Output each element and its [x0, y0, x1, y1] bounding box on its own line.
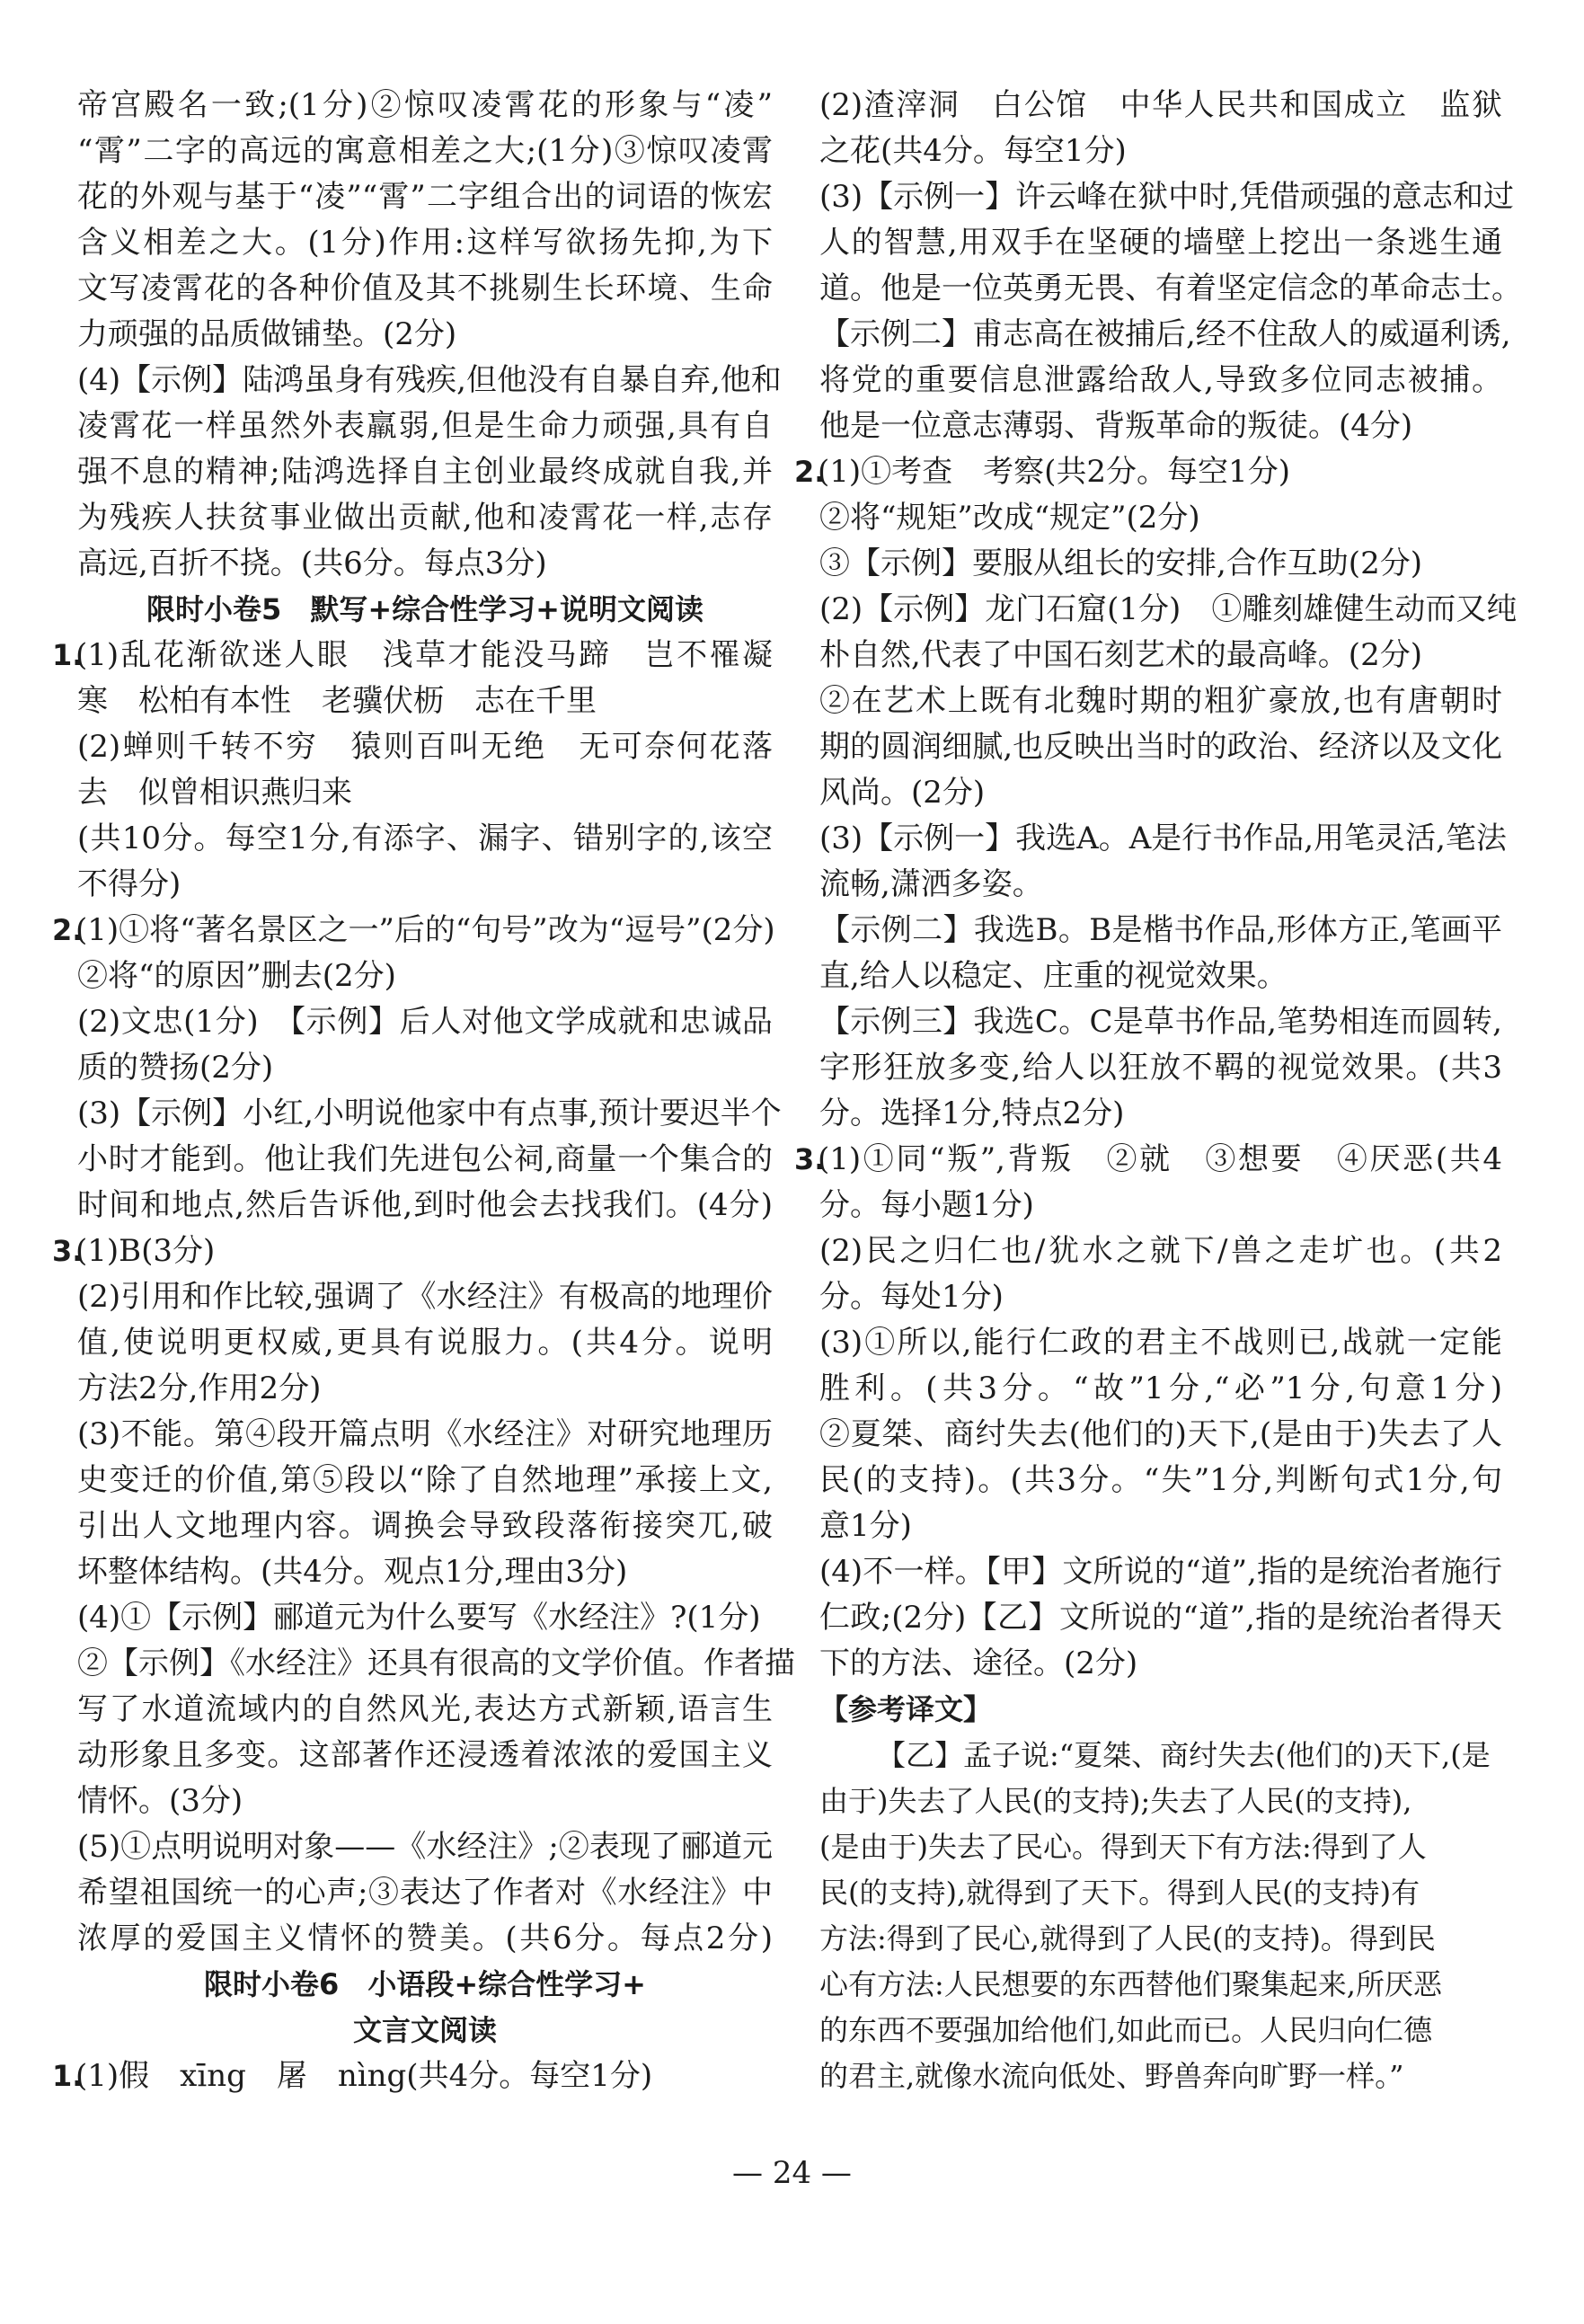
answer-line: 小时才能到。他让我们先进包公祠,商量一个集合的	[77, 1141, 773, 1177]
answer-line: (2)【示例】龙门石窟(1分) ①雕刻雄健生动而又纯	[819, 591, 1518, 627]
answer-line: 仁政;(2分)【乙】文所说的“道”,指的是统治者得天	[819, 1600, 1502, 1636]
answer-line: 质的赞扬(2分)	[77, 1050, 274, 1086]
answer-line: 分。每小题1分)	[819, 1187, 1034, 1223]
translation-line: 民(的支持),就得到了天下。得到人民(的支持)有	[819, 1876, 1420, 1910]
question-number: 2.	[52, 913, 84, 947]
answer-line: 分。每处1分)	[819, 1279, 1004, 1315]
answer-text: (1)①考查 考察(共2分。每空1分)	[818, 454, 1290, 490]
answer-line: 道。他是一位英勇无畏、有着坚定信念的革命志士。	[819, 271, 1522, 306]
answer-line: 凌霄花一样虽然外表羸弱,但是生命力顽强,具有自	[77, 408, 773, 444]
answer-line: 方法2分,作用2分)	[77, 1370, 322, 1406]
answer-line: (2)文忠(1分) 【示例】后人对他文学成就和忠诚品	[77, 1004, 773, 1040]
answer-line: 史变迁的价值,第⑤段以“除了自然地理”承接上文,	[77, 1462, 773, 1498]
answer-line: 朴自然,代表了中国石刻艺术的最高峰。(2分)	[819, 637, 1422, 673]
section-heading: 限时小卷5 默写+综合性学习+说明文阅读	[146, 592, 704, 626]
answer-line: 为残疾人扶贫事业做出贡献,他和凌霄花一样,志存	[77, 500, 773, 536]
answer-line: 帝宫殿名一致;(1分)②惊叹凌霄花的形象与“凌”	[77, 87, 773, 123]
answer-line: “霄”二字的高远的寓意相差之大;(1分)③惊叹凌霄	[77, 133, 773, 169]
answer-line: (3)【示例一】许云峰在狱中时,凭借顽强的意志和过	[819, 179, 1514, 215]
answer-line: (2)引用和作比较,强调了《水经注》有极高的地理价	[77, 1279, 773, 1315]
reference-title: 【参考译文】	[819, 1692, 993, 1726]
question-number: 2.	[794, 455, 826, 489]
answer-line: 之花(共4分。每空1分)	[819, 133, 1127, 169]
right-column	[794, 83, 1522, 2099]
answer-line: 希望祖国统一的心声;③表达了作者对《水经注》中	[77, 1875, 773, 1911]
answer-line: 不得分)	[77, 866, 181, 902]
answer-line: 字形狂放多变,给人以狂放不羁的视觉效果。(共3	[819, 1050, 1502, 1086]
answer-line: ②将“的原因”删去(2分)	[77, 958, 396, 994]
answer-line: 浓厚的爱国主义情怀的赞美。(共6分。每点2分)	[77, 1920, 773, 1956]
answer-line: 胜利。(共3分。“故”1分,“必”1分,句意1分)	[819, 1370, 1502, 1406]
answer-line: 将党的重要信息泄露给敌人,导致多位同志被捕。	[819, 362, 1502, 398]
answer-line: (2)蝉则千转不穷 猿则百叫无绝 无可奈何花落	[77, 729, 773, 765]
answer-line: ②在艺术上既有北魏时期的粗犷豪放,也有唐朝时	[819, 683, 1502, 719]
answer-line: ②夏桀、商纣失去(他们的)天下,(是由于)失去了人	[819, 1416, 1502, 1452]
answer-line: 情怀。(3分)	[77, 1783, 243, 1819]
translation-line: 的君主,就像水流向低处、野兽奔向旷野一样。”	[819, 2059, 1404, 2093]
answer-line: 坏整体结构。(共4分。观点1分,理由3分)	[77, 1554, 628, 1590]
answer-text: (1)B(3分)	[75, 1233, 216, 1269]
answer-text: (1)①同“叛”,背叛 ②就 ③想要 ④厌恶(共4	[818, 1141, 1502, 1177]
answer-line: (4)不一样。【甲】文所说的“道”,指的是统治者施行	[819, 1554, 1502, 1590]
answer-line: 【示例二】甫志高在被捕后,经不住敌人的威逼利诱,	[819, 316, 1511, 352]
translation-line: 方法:得到了民心,就得到了人民(的支持)。得到民	[819, 1921, 1436, 1956]
answer-line: 分。选择1分,特点2分)	[819, 1095, 1125, 1131]
answer-line: 意1分)	[819, 1508, 912, 1544]
answer-text: (1)①将“著名景区之一”后的“句号”改为“逗号”(2分)	[75, 912, 775, 948]
answer-text: (1)假 xīng 屠 nìng(共4分。每空1分)	[75, 2058, 653, 2094]
answer-line: 值,使说明更权威,更具有说服力。(共4分。说明	[77, 1325, 773, 1361]
answer-line: 流畅,潇洒多姿。	[819, 866, 1043, 902]
answer-line: (4)①【示例】郦道元为什么要写《水经注》?(1分)	[77, 1600, 761, 1636]
answer-line: (2)民之归仁也/犹水之就下/兽之走圹也。(共2	[819, 1233, 1502, 1269]
answer-line: (5)①点明说明对象——《水经注》;②表现了郦道元	[77, 1829, 773, 1865]
answer-line: 文写凌霄花的各种价值及其不挑剔生长环境、生命	[77, 271, 773, 306]
question-number: 3.	[52, 1234, 84, 1268]
answer-line: 去 似曾相识燕归来	[77, 775, 352, 811]
answer-line	[52, 633, 773, 679]
answer-line: 下的方法、途径。(2分)	[819, 1645, 1138, 1681]
answer-line: (3)不能。第④段开篇点明《水经注》对研究地理历	[77, 1416, 773, 1452]
answer-line	[52, 908, 775, 954]
answer-line: (3)①所以,能行仁政的君主不战则已,战就一定能	[819, 1325, 1502, 1361]
answer-line: 时间和地点,然后告诉他,到时他会去找我们。(4分)	[77, 1187, 773, 1223]
answer-line: 动形象且多变。这部著作还浸透着浓浓的爱国主义	[77, 1737, 773, 1773]
answer-line: 风尚。(2分)	[819, 775, 986, 811]
answer-line: 他是一位意志薄弱、背叛革命的叛徒。(4分)	[819, 408, 1413, 444]
answer-line: 写了水道流域内的自然风光,表达方式新颖,语言生	[77, 1691, 773, 1727]
answer-line: ②【示例】《水经注》还具有很高的文学价值。作者描	[77, 1645, 795, 1681]
answer-line: (4)【示例】陆鸿虽身有残疾,但他没有自暴自弃,他和	[77, 362, 782, 398]
answer-line: 直,给人以稳定、庄重的视觉效果。	[819, 958, 1288, 994]
answer-line: (共10分。每空1分,有添字、漏字、错别字的,该空	[77, 820, 773, 856]
section-heading: 限时小卷6 小语段+综合性学习+	[204, 1967, 646, 2001]
answer-line: (3)【示例一】我选A。A是行书作品,用笔灵活,笔法	[819, 820, 1507, 856]
answer-line: (3)【示例】小红,小明说他家中有点事,预计要迟半个	[77, 1095, 782, 1131]
answer-line: ③【示例】要服从组长的安排,合作互助(2分)	[819, 546, 1422, 581]
left-column	[52, 83, 795, 2099]
translation-line: 由于)失去了人民(的支持);失去了人民(的支持),	[819, 1784, 1412, 1818]
question-number: 1.	[52, 2059, 84, 2093]
answer-line	[794, 1137, 1502, 1183]
answer-line: 民(的支持)。(共3分。“失”1分,判断句式1分,句	[819, 1462, 1502, 1498]
page-number: — 24 —	[732, 2155, 852, 2191]
answer-line: 力顽强的品质做铺垫。(2分)	[77, 316, 457, 352]
answer-text: (1)乱花渐欲迷人眼 浅草才能没马蹄 岂不罹凝	[75, 637, 773, 673]
translation-line: 的东西不要强加给他们,如此而已。人民归向仁德	[819, 2013, 1433, 2047]
answer-line: 【示例二】我选B。B是楷书作品,形体方正,笔画平	[819, 912, 1502, 948]
question-number: 3.	[794, 1142, 826, 1176]
answer-line: 含义相差之大。(1分)作用:这样写欲扬先抑,为下	[77, 225, 773, 261]
answer-line: 人的智慧,用双手在坚硬的墙壁上挖出一条逃生通	[819, 225, 1502, 261]
answer-line: ②将“规矩”改成“规定”(2分)	[819, 500, 1200, 536]
answer-line: 高远,百折不挠。(共6分。每点3分)	[77, 546, 547, 581]
answer-line	[52, 1229, 773, 1274]
answer-line: 【示例三】我选C。C是草书作品,笔势相连而圆转,	[819, 1004, 1502, 1040]
translation-line: 心有方法:人民想要的东西替他们聚集起来,所厌恶	[819, 1967, 1442, 2001]
answer-line	[794, 449, 1502, 495]
answer-line: 期的圆润细腻,也反映出当时的政治、经济以及文化	[819, 729, 1502, 765]
answer-line: (2)渣滓洞 白公馆 中华人民共和国成立 监狱	[819, 87, 1502, 123]
answer-line: 寒 松柏有本性 老骥伏枥 志在千里	[77, 683, 597, 719]
answer-line	[52, 2053, 773, 2099]
section-heading: 文言文阅读	[352, 2013, 497, 2047]
answer-line: 花的外观与基于“凌”“霄”二字组合出的词语的恢宏	[77, 179, 773, 215]
question-number: 1.	[52, 638, 84, 672]
translation-line: 【乙】孟子说:“夏桀、商纣失去(他们的)天下,(是	[877, 1738, 1491, 1772]
answer-line: 强不息的精神;陆鸿选择自主创业最终成就自我,并	[77, 454, 773, 490]
answer-line: 引出人文地理内容。调换会导致段落衔接突兀,破	[77, 1508, 773, 1544]
translation-line: (是由于)失去了民心。得到天下有方法:得到了人	[819, 1830, 1427, 1864]
